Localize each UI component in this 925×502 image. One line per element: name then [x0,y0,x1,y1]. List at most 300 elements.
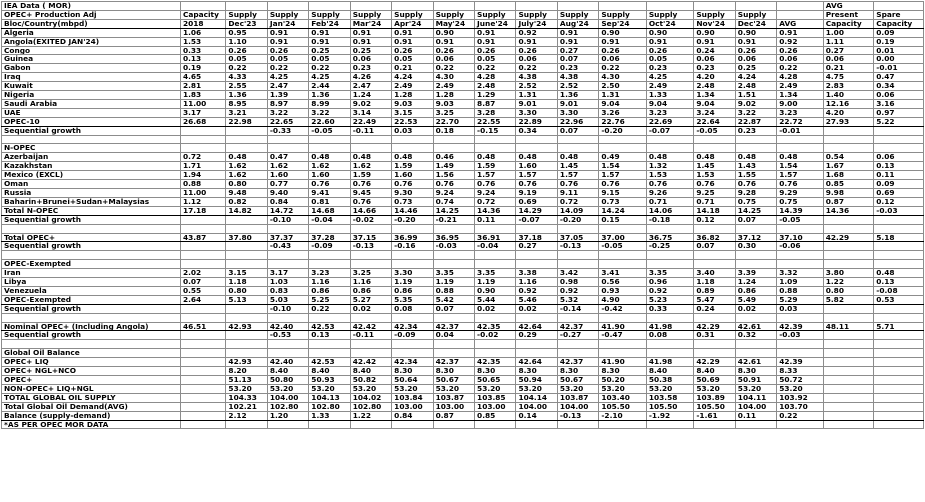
value-cell[interactable]: 0.76 [475,180,516,189]
value-cell[interactable]: -0.15 [475,126,516,135]
value-cell[interactable]: 0.88 [180,180,225,189]
value-cell[interactable]: 8.30 [516,367,557,376]
value-cell[interactable]: 0.04 [433,331,474,340]
value-cell[interactable]: 48.11 [823,322,874,331]
value-cell[interactable]: 1.36 [557,91,598,100]
value-cell[interactable]: 1.62 [309,162,350,171]
value-cell[interactable]: 53.20 [557,384,598,393]
value-cell[interactable]: 42.34 [392,358,433,367]
value-cell[interactable]: 2.50 [599,82,647,91]
value-cell[interactable]: 0.22 [433,64,474,73]
value-cell[interactable]: 0.06 [694,55,735,64]
value-cell[interactable]: 1.67 [823,162,874,171]
value-cell[interactable]: 5.49 [735,295,776,304]
value-cell[interactable] [226,260,267,269]
value-cell[interactable] [180,144,225,153]
row-label-cell[interactable]: OPEC-Exempted [2,295,181,304]
value-cell[interactable]: 0.24 [694,304,735,313]
value-cell[interactable] [874,224,924,233]
value-cell[interactable] [180,304,225,313]
value-cell[interactable]: 2.48 [735,82,776,91]
value-cell[interactable]: 50.38 [646,375,694,384]
value-cell[interactable] [180,402,225,411]
row-label-cell[interactable]: Kuwait [2,82,181,91]
value-cell[interactable]: Supply [694,10,735,19]
value-cell[interactable] [646,313,694,322]
value-cell[interactable]: 0.23 [694,64,735,73]
value-cell[interactable]: 22.87 [735,117,776,126]
row-label-cell[interactable]: Azerbaijan [2,153,181,162]
value-cell[interactable] [557,135,598,144]
value-cell[interactable] [694,340,735,349]
value-cell[interactable]: 0.91 [557,37,598,46]
value-cell[interactable]: 37.15 [350,233,391,242]
value-cell[interactable]: 42.40 [267,358,308,367]
value-cell[interactable] [475,313,516,322]
value-cell[interactable]: -0.13 [557,242,598,251]
value-cell[interactable] [823,384,874,393]
value-cell[interactable]: 0.91 [267,37,308,46]
row-label-cell[interactable]: Total Global Oil Demand(AVG) [2,402,181,411]
value-cell[interactable]: 2.83 [823,82,874,91]
value-cell[interactable]: 51.13 [226,375,267,384]
value-cell[interactable]: 0.06 [874,91,924,100]
value-cell[interactable]: 41.90 [599,322,647,331]
value-cell[interactable] [823,358,874,367]
value-cell[interactable]: -0.01 [777,126,824,135]
value-cell[interactable]: 1.62 [226,171,267,180]
value-cell[interactable] [433,224,474,233]
value-cell[interactable] [309,144,350,153]
value-cell[interactable]: 0.33 [180,46,225,55]
value-cell[interactable] [823,349,874,358]
value-cell[interactable]: 14.72 [267,206,308,215]
value-cell[interactable]: 0.76 [557,180,598,189]
value-cell[interactable]: -0.33 [267,126,308,135]
value-cell[interactable]: 22.64 [694,117,735,126]
value-cell[interactable]: 105.50 [694,402,735,411]
value-cell[interactable]: 0.88 [433,286,474,295]
value-cell[interactable] [557,144,598,153]
value-cell[interactable] [475,420,516,429]
value-cell[interactable]: 14.29 [516,206,557,215]
value-cell[interactable]: 37.28 [309,233,350,242]
value-cell[interactable]: -0.08 [874,286,924,295]
value-cell[interactable]: 3.30 [516,108,557,117]
value-cell[interactable]: 0.47 [267,153,308,162]
value-cell[interactable]: 1.49 [433,162,474,171]
value-cell[interactable]: 0.01 [874,46,924,55]
value-cell[interactable] [309,313,350,322]
value-cell[interactable]: 1.33 [309,411,350,420]
value-cell[interactable]: 0.91 [777,28,824,37]
value-cell[interactable]: 0.02 [475,304,516,313]
value-cell[interactable] [516,135,557,144]
value-cell[interactable]: 0.97 [874,108,924,117]
value-cell[interactable] [777,251,824,260]
value-cell[interactable]: 0.25 [735,64,776,73]
value-cell[interactable]: 41.90 [599,358,647,367]
value-cell[interactable]: 0.76 [777,180,824,189]
value-cell[interactable]: 0.05 [646,55,694,64]
value-cell[interactable]: 0.91 [392,37,433,46]
value-cell[interactable]: 1.36 [226,91,267,100]
value-cell[interactable]: -0.04 [475,242,516,251]
value-cell[interactable]: 0.13 [180,55,225,64]
value-cell[interactable]: 0.73 [392,197,433,206]
value-cell[interactable] [874,144,924,153]
value-cell[interactable] [516,420,557,429]
value-cell[interactable]: 53.20 [433,384,474,393]
value-cell[interactable] [309,420,350,429]
value-cell[interactable]: 8.40 [646,367,694,376]
value-cell[interactable]: -0.13 [557,411,598,420]
value-cell[interactable] [874,313,924,322]
value-cell[interactable]: 1.51 [735,91,776,100]
value-cell[interactable]: 0.03 [392,126,433,135]
value-cell[interactable]: 103.92 [777,393,824,402]
value-cell[interactable]: 0.86 [735,286,776,295]
value-cell[interactable]: 14.25 [433,206,474,215]
value-cell[interactable]: Spare [874,10,924,19]
value-cell[interactable] [874,126,924,135]
value-cell[interactable] [777,2,824,11]
value-cell[interactable]: 0.25 [309,46,350,55]
value-cell[interactable] [557,2,598,11]
value-cell[interactable]: 50.65 [475,375,516,384]
value-cell[interactable] [267,144,308,153]
value-cell[interactable]: 5.23 [646,295,694,304]
value-cell[interactable]: -0.27 [557,331,598,340]
value-cell[interactable] [475,251,516,260]
value-cell[interactable]: 0.87 [433,411,474,420]
value-cell[interactable]: 2018 [180,19,225,28]
value-cell[interactable]: 0.96 [646,278,694,287]
value-cell[interactable]: 14.24 [599,206,647,215]
value-cell[interactable]: 4.25 [646,73,694,82]
value-cell[interactable]: 50.94 [516,375,557,384]
value-cell[interactable]: 0.06 [735,55,776,64]
value-cell[interactable] [599,349,647,358]
value-cell[interactable]: -0.09 [309,242,350,251]
value-cell[interactable]: 0.06 [350,55,391,64]
value-cell[interactable]: 3.39 [735,269,776,278]
value-cell[interactable] [735,144,776,153]
value-cell[interactable]: 0.56 [599,278,647,287]
value-cell[interactable]: 1.19 [392,278,433,287]
value-cell[interactable] [475,144,516,153]
value-cell[interactable] [646,224,694,233]
value-cell[interactable]: -0.42 [599,304,647,313]
value-cell[interactable]: 11.00 [180,99,225,108]
value-cell[interactable] [350,260,391,269]
value-cell[interactable]: 0.31 [694,331,735,340]
value-cell[interactable]: 0.76 [694,180,735,189]
value-cell[interactable]: 42.40 [267,322,308,331]
value-cell[interactable] [599,135,647,144]
value-cell[interactable] [309,224,350,233]
value-cell[interactable]: 14.36 [823,206,874,215]
value-cell[interactable]: 12.16 [823,99,874,108]
value-cell[interactable]: 5.47 [694,295,735,304]
value-cell[interactable]: 9.30 [392,189,433,198]
value-cell[interactable]: 104.33 [226,393,267,402]
value-cell[interactable]: 0.15 [599,215,647,224]
value-cell[interactable]: 1.53 [646,171,694,180]
value-cell[interactable]: 0.06 [433,55,474,64]
value-cell[interactable]: 22.76 [599,117,647,126]
value-cell[interactable]: 0.23 [646,64,694,73]
value-cell[interactable]: 9.25 [694,189,735,198]
value-cell[interactable]: 5.13 [226,295,267,304]
value-cell[interactable]: 8.30 [392,367,433,376]
value-cell[interactable]: 3.22 [267,108,308,117]
value-cell[interactable]: 0.91 [516,37,557,46]
value-cell[interactable]: 3.25 [350,269,391,278]
value-cell[interactable]: 0.92 [557,286,598,295]
value-cell[interactable] [823,313,874,322]
value-cell[interactable] [309,2,350,11]
value-cell[interactable]: AVG [823,2,874,11]
row-label-cell[interactable] [2,251,181,260]
value-cell[interactable]: 0.06 [777,55,824,64]
value-cell[interactable]: 0.07 [557,126,598,135]
value-cell[interactable] [226,349,267,358]
value-cell[interactable]: 2.48 [694,82,735,91]
value-cell[interactable]: 26.68 [180,117,225,126]
value-cell[interactable]: 8.40 [694,367,735,376]
value-cell[interactable] [823,340,874,349]
value-cell[interactable] [350,144,391,153]
value-cell[interactable] [823,215,874,224]
value-cell[interactable]: 1.57 [557,171,598,180]
row-label-cell[interactable]: Iran [2,269,181,278]
value-cell[interactable]: 37.00 [599,233,647,242]
value-cell[interactable]: 50.91 [735,375,776,384]
value-cell[interactable] [516,349,557,358]
value-cell[interactable]: 42.39 [777,322,824,331]
value-cell[interactable]: 9.01 [516,99,557,108]
value-cell[interactable]: -0.05 [309,126,350,135]
value-cell[interactable]: -0.01 [874,64,924,73]
value-cell[interactable]: 1.53 [180,37,225,46]
value-cell[interactable]: 3.40 [694,269,735,278]
value-cell[interactable]: 0.22 [309,64,350,73]
value-cell[interactable]: Supply [646,10,694,19]
row-label-cell[interactable]: OPEC+ NGL+NCO [2,367,181,376]
value-cell[interactable]: 104.02 [350,393,391,402]
value-cell[interactable]: 0.22 [226,64,267,73]
row-label-cell[interactable]: OPEC+ Production Adj [2,10,181,19]
value-cell[interactable]: 0.27 [823,46,874,55]
value-cell[interactable] [433,260,474,269]
value-cell[interactable]: 50.72 [777,375,824,384]
value-cell[interactable] [735,224,776,233]
value-cell[interactable]: 5.71 [874,322,924,331]
value-cell[interactable]: 0.23 [735,126,776,135]
row-label-cell[interactable]: OPEC-Exempted [2,260,181,269]
value-cell[interactable] [180,313,225,322]
value-cell[interactable]: 37.18 [516,233,557,242]
value-cell[interactable]: 0.75 [735,197,776,206]
value-cell[interactable]: 3.30 [392,269,433,278]
value-cell[interactable]: 1.59 [475,162,516,171]
value-cell[interactable] [475,349,516,358]
value-cell[interactable]: -0.10 [267,215,308,224]
value-cell[interactable] [226,251,267,260]
value-cell[interactable] [475,224,516,233]
value-cell[interactable] [350,420,391,429]
value-cell[interactable]: -0.53 [267,331,308,340]
value-cell[interactable]: 27.93 [823,117,874,126]
value-cell[interactable]: 1.60 [516,162,557,171]
value-cell[interactable] [557,420,598,429]
row-label-cell[interactable]: Total N-OPEC [2,206,181,215]
value-cell[interactable]: 103.85 [475,393,516,402]
value-cell[interactable]: 3.24 [694,108,735,117]
value-cell[interactable] [226,242,267,251]
value-cell[interactable]: Supply [226,10,267,19]
value-cell[interactable]: -0.21 [433,215,474,224]
value-cell[interactable]: 0.92 [516,28,557,37]
value-cell[interactable]: 3.32 [777,269,824,278]
value-cell[interactable] [735,313,776,322]
value-cell[interactable]: 0.48 [516,153,557,162]
value-cell[interactable]: 3.35 [433,269,474,278]
value-cell[interactable]: 105.50 [599,402,647,411]
value-cell[interactable] [777,10,824,19]
row-label-cell[interactable]: Russia [2,189,181,198]
value-cell[interactable]: 0.85 [823,180,874,189]
value-cell[interactable] [823,144,874,153]
value-cell[interactable]: June'24 [475,19,516,28]
value-cell[interactable]: 1.29 [475,91,516,100]
value-cell[interactable] [874,2,924,11]
value-cell[interactable]: 0.22 [599,64,647,73]
value-cell[interactable] [350,340,391,349]
value-cell[interactable]: 1.22 [823,278,874,287]
value-cell[interactable]: 0.18 [433,126,474,135]
value-cell[interactable]: -0.10 [267,304,308,313]
value-cell[interactable] [180,2,225,11]
value-cell[interactable]: 1.24 [350,91,391,100]
value-cell[interactable] [392,144,433,153]
value-cell[interactable]: 0.71 [646,197,694,206]
value-cell[interactable] [874,358,924,367]
value-cell[interactable]: 42.42 [350,322,391,331]
value-cell[interactable]: 42.61 [735,358,776,367]
value-cell[interactable]: -0.04 [309,215,350,224]
value-cell[interactable] [180,126,225,135]
value-cell[interactable]: Dec'24 [735,19,776,28]
value-cell[interactable] [694,260,735,269]
value-cell[interactable] [557,340,598,349]
value-cell[interactable]: 1.54 [599,162,647,171]
value-cell[interactable] [599,2,647,11]
row-label-cell[interactable]: TOTAL GLOBAL OIL SUPPLY [2,393,181,402]
value-cell[interactable]: 22.98 [226,117,267,126]
value-cell[interactable]: 8.30 [557,367,598,376]
value-cell[interactable]: 53.20 [226,384,267,393]
value-cell[interactable]: 0.32 [735,331,776,340]
row-label-cell[interactable]: Congo [2,46,181,55]
value-cell[interactable]: 0.80 [823,286,874,295]
value-cell[interactable]: Capacity [874,19,924,28]
value-cell[interactable]: -0.13 [350,242,391,251]
value-cell[interactable]: 0.26 [226,46,267,55]
value-cell[interactable]: 1.57 [516,171,557,180]
value-cell[interactable] [735,340,776,349]
value-cell[interactable] [516,260,557,269]
value-cell[interactable]: 22.72 [777,117,824,126]
value-cell[interactable]: 0.86 [350,286,391,295]
value-cell[interactable]: 0.92 [777,37,824,46]
value-cell[interactable]: 0.09 [874,28,924,37]
value-cell[interactable] [874,402,924,411]
value-cell[interactable]: 0.91 [557,28,598,37]
value-cell[interactable] [874,349,924,358]
value-cell[interactable]: 8.40 [309,367,350,376]
value-cell[interactable]: -0.43 [267,242,308,251]
value-cell[interactable]: 104.14 [516,393,557,402]
row-label-cell[interactable]: Baharin+Brunei+Sudan+Malaysias [2,197,181,206]
value-cell[interactable] [694,313,735,322]
value-cell[interactable] [557,260,598,269]
value-cell[interactable]: 0.72 [475,197,516,206]
value-cell[interactable]: 8.20 [226,367,267,376]
value-cell[interactable]: 3.35 [646,269,694,278]
value-cell[interactable]: 103.40 [599,393,647,402]
value-cell[interactable]: 1.19 [433,278,474,287]
value-cell[interactable] [694,251,735,260]
value-cell[interactable]: 0.76 [516,180,557,189]
value-cell[interactable] [226,340,267,349]
value-cell[interactable]: 0.72 [180,153,225,162]
value-cell[interactable]: 9.24 [433,189,474,198]
value-cell[interactable]: 42.42 [350,358,391,367]
value-cell[interactable]: 0.05 [475,55,516,64]
value-cell[interactable] [777,420,824,429]
value-cell[interactable]: 0.02 [350,304,391,313]
value-cell[interactable]: 0.93 [599,286,647,295]
value-cell[interactable]: 0.91 [309,28,350,37]
value-cell[interactable]: 0.24 [694,46,735,55]
value-cell[interactable] [874,135,924,144]
value-cell[interactable]: 1.71 [180,162,225,171]
value-cell[interactable]: 3.35 [475,269,516,278]
value-cell[interactable] [267,313,308,322]
row-label-cell[interactable]: NON-OPEC+ LIQ+NGL [2,384,181,393]
value-cell[interactable]: 0.49 [599,153,647,162]
value-cell[interactable]: 0.76 [309,180,350,189]
value-cell[interactable] [516,340,557,349]
value-cell[interactable] [433,313,474,322]
value-cell[interactable]: 1.94 [180,171,225,180]
value-cell[interactable]: 0.74 [433,197,474,206]
value-cell[interactable]: 1.36 [309,91,350,100]
row-label-cell[interactable]: Kazakhstan [2,162,181,171]
value-cell[interactable]: 9.00 [777,99,824,108]
value-cell[interactable]: 1.22 [350,411,391,420]
value-cell[interactable]: 0.76 [599,180,647,189]
value-cell[interactable] [433,144,474,153]
value-cell[interactable] [777,340,824,349]
value-cell[interactable]: 53.20 [350,384,391,393]
value-cell[interactable]: 0.22 [777,64,824,73]
value-cell[interactable] [180,375,225,384]
value-cell[interactable]: 37.80 [226,233,267,242]
value-cell[interactable]: 3.38 [516,269,557,278]
